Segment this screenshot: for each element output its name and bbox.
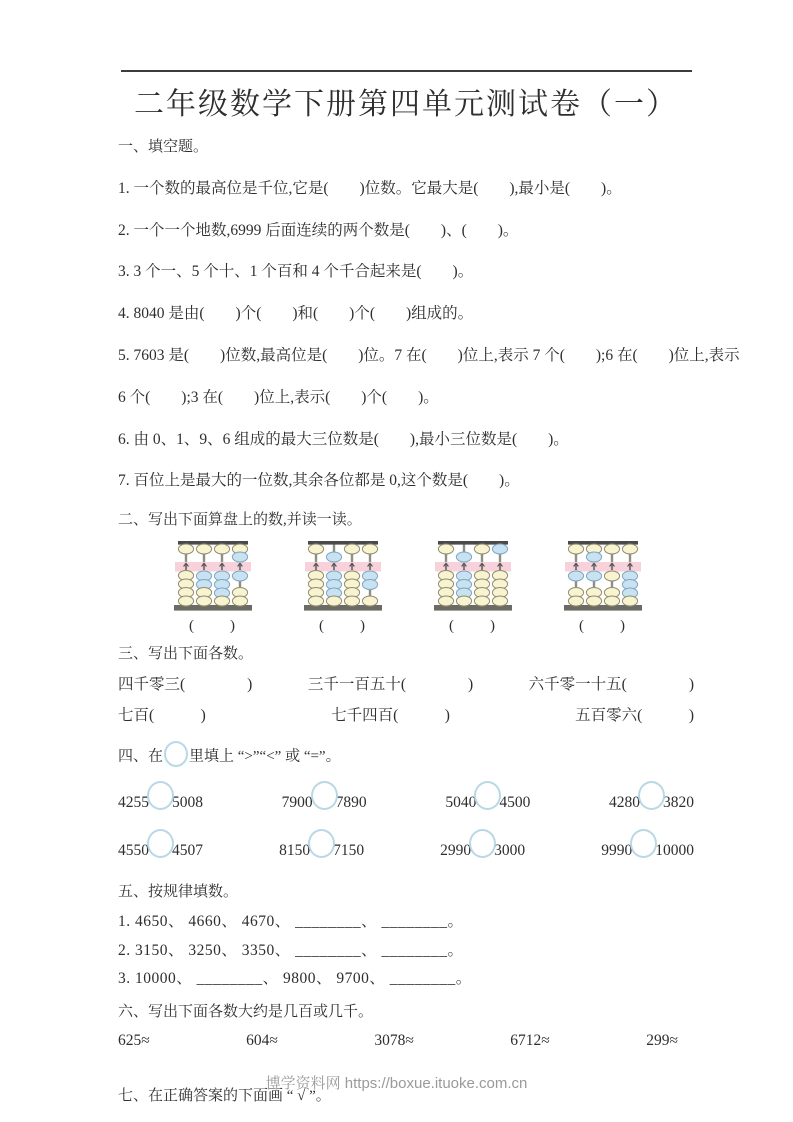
comparison-right-number: 3820 — [662, 794, 694, 812]
section5-heading: 五、按规律填数。 — [118, 884, 239, 901]
worksheet-content — [118, 80, 740, 1105]
abacus-answer-blank: ( ) — [449, 618, 497, 635]
section3-heading: 三、写出下面各数。 — [118, 645, 254, 662]
compare-circle-icon — [469, 829, 496, 858]
section2-heading: 二、写出下面算盘上的数,并读一读。 — [118, 512, 362, 529]
approximation-item: 6712≈ — [510, 1032, 550, 1050]
abacus-image — [434, 538, 512, 612]
abacus-answer-blank: ( ) — [579, 618, 627, 635]
comparison-row — [118, 834, 694, 866]
comparison-left-number: 4255 — [118, 794, 149, 812]
abacus-4 — [564, 538, 642, 636]
comparison-pair — [609, 789, 694, 818]
comparison-right-number: 5008 — [172, 794, 203, 812]
abacus-image — [304, 538, 382, 612]
section7-heading: 七、在正确答案的下面画 “ √ ”。 — [118, 1088, 331, 1105]
compare-circle-icon — [474, 781, 501, 810]
abacus-3 — [434, 538, 512, 636]
abacus-answer-blank: ( ) — [189, 618, 237, 635]
comparison-pair — [279, 837, 364, 866]
comparison-right-number: 7150 — [333, 842, 365, 860]
fill-blank-question: 1. 一个数的最高位是千位,它是( )位数。它最大是( ),最小是( )。 — [118, 179, 622, 197]
compare-circle-icon — [630, 829, 657, 858]
number-word-item: 五百零六( ) — [575, 706, 694, 724]
compare-circle-icon — [638, 781, 665, 810]
comparison-left-number: 4550 — [118, 842, 149, 860]
comparison-pair — [445, 789, 530, 818]
section1-heading: 一、填空题。 — [118, 138, 209, 155]
section6-row — [118, 1032, 678, 1050]
abacus-answer-blank: ( ) — [319, 618, 367, 635]
sequence-question: 3. 10000、 ________、 9800、 9700、 ________。 — [118, 970, 472, 988]
top-rule — [121, 70, 692, 72]
number-word-item: 四千零三( ) — [118, 675, 253, 693]
comparison-left-number: 5040 — [445, 794, 477, 812]
section3-row2 — [118, 707, 694, 725]
comparison-pair — [118, 837, 203, 866]
approximation-item: 3078≈ — [374, 1032, 414, 1050]
fill-blank-question: 7. 百位上是最大的一位数,其余各位都是 0,这个数是( )。 — [118, 472, 520, 490]
fill-blank-question: 6 个( );3 在( )位上,表示( )个( )。 — [118, 388, 439, 406]
section4-heading-suffix: 里填上 “>”“<” 或 “=”。 — [189, 748, 341, 765]
abacus-1 — [174, 538, 252, 636]
abacus-image — [564, 538, 642, 612]
comparison-right-number: 7890 — [335, 794, 367, 812]
approximation-item: 604≈ — [246, 1032, 278, 1050]
number-word-item: 三千一百五十( ) — [307, 675, 474, 693]
fill-blank-question: 5. 7603 是( )位数,最高位是( )位。7 在( )位上,表示 7 个( );6 在( )位上,表示 — [118, 347, 740, 364]
comparison-pair — [118, 789, 203, 818]
comparison-pair — [601, 837, 694, 866]
section4-heading — [118, 744, 694, 770]
comparison-right-number: 4507 — [172, 842, 203, 860]
comparison-pair — [440, 837, 525, 866]
section6-heading: 六、写出下面各数大约是几百或几千。 — [118, 1004, 374, 1021]
comparison-row — [118, 786, 694, 818]
compare-circle-icon — [311, 781, 338, 810]
comparison-left-number: 2990 — [440, 842, 472, 860]
fill-blank-question: 3. 3 个一、5 个十、1 个百和 4 个千合起来是( )。 — [118, 263, 474, 281]
comparison-left-number: 4280 — [608, 794, 640, 812]
approximation-item: 625≈ — [118, 1032, 150, 1050]
sequence-question: 2. 3150、 3250、 3350、 ________、 ________。 — [118, 941, 464, 959]
page-title: 二年级数学下册第四单元测试卷（一） — [134, 88, 678, 121]
footer-watermark: 博学资料网 https://boxue.ituoke.com.cn — [265, 1075, 528, 1092]
section4-comparisons — [118, 786, 694, 866]
compare-circle-icon — [147, 829, 174, 858]
abacus-2 — [304, 538, 382, 636]
comparison-right-number: 10000 — [655, 842, 694, 860]
section3-row1 — [118, 676, 694, 694]
comparison-left-number: 9990 — [601, 842, 633, 860]
fill-blank-question: 4. 8040 是由( )个( )和( )个( )组成的。 — [118, 305, 474, 323]
comparison-left-number: 7900 — [281, 794, 313, 812]
compare-circle-icon — [147, 781, 174, 810]
section5-sequences — [118, 913, 694, 988]
fill-blank-question: 6. 由 0、1、9、6 组成的最大三位数是( ),最小三位数是( )。 — [118, 430, 569, 448]
section4-heading-prefix: 四、在 — [118, 748, 164, 765]
comparison-right-number: 3000 — [494, 842, 526, 860]
number-word-item: 六千零一十五( ) — [528, 675, 694, 693]
section1-questions — [118, 179, 740, 491]
comparison-left-number: 8150 — [279, 842, 311, 860]
comparison-pair — [282, 789, 367, 818]
number-word-item: 七千四百( ) — [331, 706, 450, 724]
abacus-image — [174, 538, 252, 612]
comparison-right-number: 4500 — [499, 794, 531, 812]
compare-circle-icon — [164, 741, 188, 767]
fill-blank-question: 2. 一个一个地数,6999 后面连续的两个数是( )、( )。 — [118, 221, 519, 239]
compare-circle-icon — [308, 829, 335, 858]
approximation-item: 299≈ — [646, 1032, 678, 1050]
sequence-question: 1. 4650、 4660、 4670、 ________、 ________。 — [118, 912, 464, 930]
abacus-row — [174, 538, 694, 636]
number-word-item: 七百( ) — [118, 706, 206, 724]
